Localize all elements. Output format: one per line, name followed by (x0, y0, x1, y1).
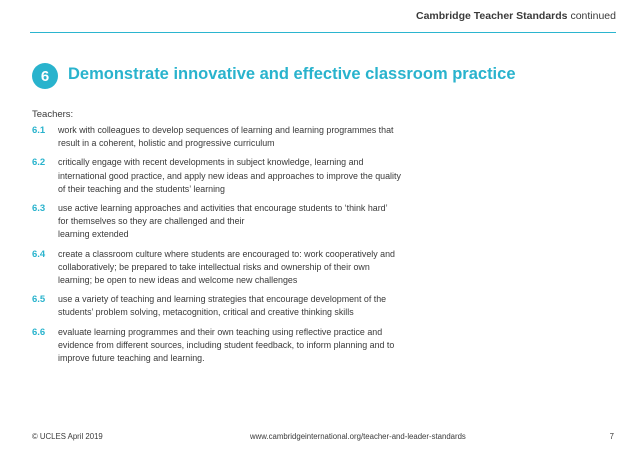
text-line: critically engage with recent developments in subject knowledge, learning and (58, 157, 364, 168)
section-number-badge: 6 (32, 63, 58, 89)
header-divider (30, 32, 616, 33)
standard-text (58, 156, 401, 196)
standard-item (32, 248, 395, 288)
text-line: improve future teaching and learning. (58, 353, 205, 364)
text-line: result in a coherent, holistic and progressive curriculum (58, 138, 275, 149)
text-line: of their teaching and the students’ learning (58, 183, 225, 194)
text-line: create a classroom culture where students are encouraged to: work cooperatively and (58, 248, 395, 259)
running-header (416, 10, 616, 22)
standard-number: 6.6 (32, 326, 46, 338)
standard-item (32, 202, 392, 242)
standard-text (58, 124, 393, 150)
text-line: collaboratively; be prepared to take intellectual risks and ownership of their own (58, 261, 370, 272)
footer-url[interactable]: www.cambridgeinternational.org/teacher-and-leader-standards (250, 432, 466, 441)
standard-number: 6.1 (32, 125, 46, 136)
standard-item (32, 124, 392, 150)
page-number: 7 (609, 432, 614, 441)
standard-text (58, 248, 395, 288)
text-line: evaluate learning programmes and their own teaching using reflective practice and (58, 326, 383, 337)
text-line: use active learning approaches and activities that encourage students to ‘think hard’ (58, 203, 388, 214)
standard-text (58, 326, 394, 366)
standard-number: 6.2 (32, 157, 46, 169)
standards-list (32, 124, 401, 371)
intro-text: Teachers: (32, 109, 74, 120)
standard-item (32, 156, 401, 196)
footer-copyright: © UCLES April 2019 (32, 432, 103, 441)
text-line: evidence from different sources, including student feedback, to inform planning and to (58, 339, 395, 350)
text-line: students’ problem solving, metacognition, critical and creative thinking skills (58, 307, 354, 318)
text-line: work with colleagues to develop sequences of learning and learning programmes that (58, 125, 394, 135)
text-line: international good practice, and apply new ideas and approaches to improve the quality (58, 170, 401, 181)
header-continued: continued (567, 10, 616, 22)
standard-number: 6.5 (32, 294, 46, 306)
standard-text (58, 202, 388, 242)
standard-item (32, 293, 392, 319)
standard-number: 6.3 (32, 203, 46, 215)
standard-text (58, 293, 386, 319)
section-title: Demonstrate innovative and effective classroom practice (68, 65, 516, 83)
text-line: learning; be open to new ideas and welcome new challenges (58, 275, 298, 286)
text-line: for themselves so they are challenged and their (58, 216, 245, 227)
text-line: learning extended (58, 229, 129, 240)
header-title: Cambridge Teacher Standards (416, 10, 568, 22)
standard-item (32, 326, 395, 366)
standard-number: 6.4 (32, 248, 46, 260)
text-line: use a variety of teaching and learning strategies that encourage development of the (58, 294, 387, 305)
